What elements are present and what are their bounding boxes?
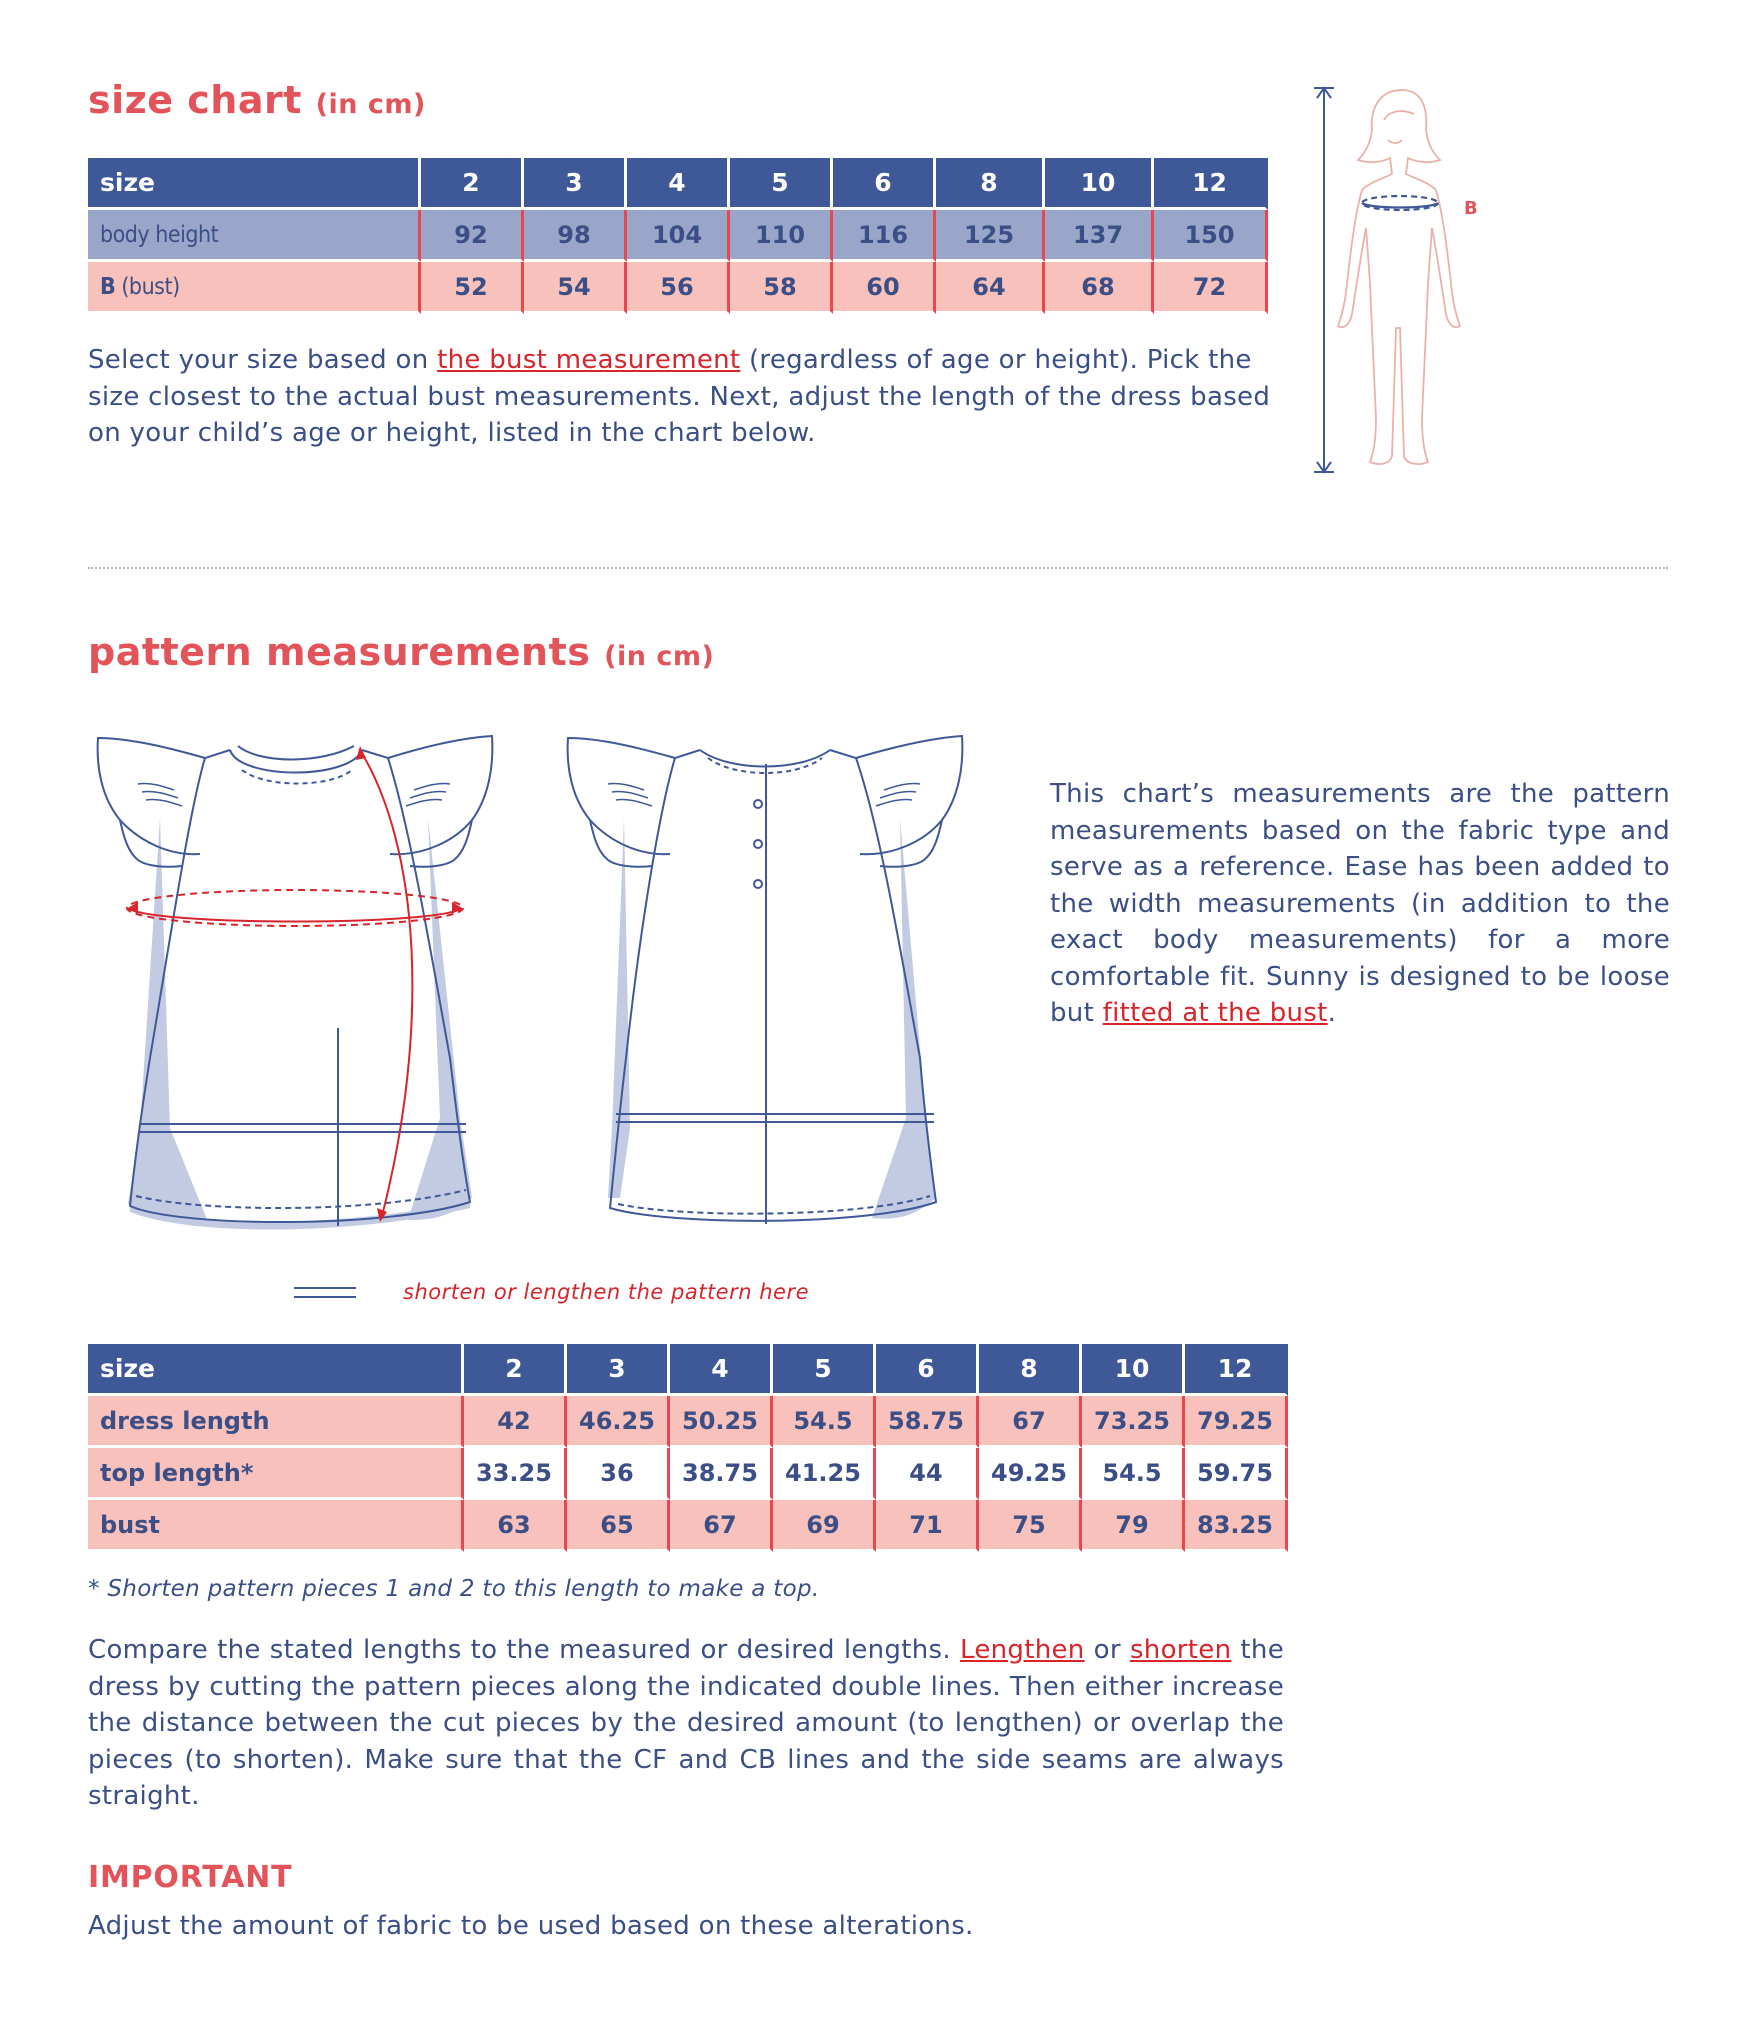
- table-cell: 83.25: [1185, 1500, 1288, 1552]
- pattern-measurements-title: [88, 630, 714, 674]
- table-cell: 69: [773, 1500, 876, 1552]
- shorten-link[interactable]: shorten: [1129, 1635, 1232, 1665]
- back-garment-illustration: [560, 728, 980, 1248]
- table-row: [88, 1396, 1288, 1448]
- size-header-label: size: [88, 158, 421, 210]
- table-row: [88, 210, 1268, 262]
- size-chart-table: [88, 158, 1268, 314]
- table-cell: 73.25: [1082, 1396, 1185, 1448]
- table-cell: 59.75: [1185, 1448, 1288, 1500]
- table-cell: 54.5: [773, 1396, 876, 1448]
- size-header-cell: 2: [464, 1344, 567, 1396]
- table-cell: 38.75: [670, 1448, 773, 1500]
- row-label-top-length: top length*: [88, 1448, 464, 1500]
- side-text: This chart’s measurements are the pattern measurements based on the fabric type and serve as a reference. Ease has been added to the width measurements (in addition to the exact body measurements) for a more comfortable fit. Sunny is designed to be loose but: [1050, 779, 1670, 1028]
- fitted-at-bust-link[interactable]: fitted at the bust: [1102, 998, 1328, 1028]
- size-chart-title-text: size chart: [88, 78, 302, 122]
- table-cell: 54.5: [1082, 1448, 1185, 1500]
- row-label-dress-length: dress length: [88, 1396, 464, 1448]
- size-header-cell: 12: [1185, 1344, 1288, 1396]
- table-cell: 79: [1082, 1500, 1185, 1552]
- size-chart-unit: (in cm): [315, 89, 426, 120]
- table-cell: 46.25: [567, 1396, 670, 1448]
- row-label-bust: [88, 262, 421, 314]
- table-cell: 50.25: [670, 1396, 773, 1448]
- table-cell: 52: [421, 262, 524, 314]
- size-header-cell: 8: [936, 158, 1045, 210]
- size-header-cell: 4: [627, 158, 730, 210]
- important-text: Adjust the amount of fabric to be used based on these alterations.: [88, 1911, 974, 1941]
- size-header-cell: 12: [1154, 158, 1268, 210]
- table-cell: 98: [524, 210, 627, 262]
- table-cell: 58.75: [876, 1396, 979, 1448]
- bust-label: B: [1464, 198, 1478, 219]
- table-cell: 75: [979, 1500, 1082, 1552]
- size-header-cell: 6: [833, 158, 936, 210]
- table-cell: 36: [567, 1448, 670, 1500]
- child-figure-illustration: [1300, 78, 1500, 484]
- row-label-body-height: [88, 210, 421, 262]
- table-cell: 67: [979, 1396, 1082, 1448]
- note-text: (regardless of age or height). Pick the size closest to the actual bust measurements. Next, adjust the length of the dress based on your child’s age or height, listed in the chart below.: [88, 345, 1271, 448]
- table-cell: 92: [421, 210, 524, 262]
- front-garment-illustration: [90, 728, 510, 1248]
- pattern-header-row: [88, 1344, 1288, 1396]
- size-header-cell: 10: [1082, 1344, 1185, 1396]
- compare-text: or: [1084, 1635, 1130, 1665]
- bust-measurement-link[interactable]: the bust measurement: [437, 345, 741, 375]
- table-cell: 137: [1045, 210, 1154, 262]
- table-cell: 104: [627, 210, 730, 262]
- size-header-cell: 3: [567, 1344, 670, 1396]
- shorten-lengthen-line-icon: [292, 1282, 358, 1304]
- section-divider: [88, 567, 1668, 569]
- size-header-cell: 3: [524, 158, 627, 210]
- row-label-rest: body height: [100, 221, 219, 248]
- row-label-bust: bust: [88, 1500, 464, 1552]
- table-cell: 54: [524, 262, 627, 314]
- important-heading: IMPORTANT: [88, 1860, 293, 1895]
- table-cell: 67: [670, 1500, 773, 1552]
- row-label-bold: B: [100, 273, 116, 300]
- table-cell: 58: [730, 262, 833, 314]
- legend-text: shorten or lengthen the pattern here: [403, 1280, 809, 1304]
- pattern-side-text: [1050, 776, 1670, 1032]
- size-header-cell: 5: [773, 1344, 876, 1396]
- table-cell: 68: [1045, 262, 1154, 314]
- table-row: [88, 1448, 1288, 1500]
- table-row: [88, 1500, 1288, 1552]
- table-cell: 42: [464, 1396, 567, 1448]
- table-cell: 65: [567, 1500, 670, 1552]
- size-chart-title: [88, 78, 426, 122]
- compare-text: the dress by cutting the pattern pieces along the indicated double lines. Then either increase the distance between the cut pieces by the desired amount (to lengthen) or overlap the pieces (to shorten). Make sure that the CF and CB lines and the side seams are always straight.: [88, 1635, 1285, 1811]
- pattern-title-text: pattern measurements: [88, 630, 591, 674]
- pattern-measurements-table: [88, 1344, 1288, 1552]
- table-cell: 116: [833, 210, 936, 262]
- table-cell: 150: [1154, 210, 1268, 262]
- table-row: [88, 262, 1268, 314]
- side-text: .: [1327, 998, 1337, 1028]
- compare-lengths-text: [88, 1632, 1284, 1815]
- table-cell: 56: [627, 262, 730, 314]
- size-header-cell: 10: [1045, 158, 1154, 210]
- table-cell: 63: [464, 1500, 567, 1552]
- size-header-cell: 5: [730, 158, 833, 210]
- table-cell: 110: [730, 210, 833, 262]
- top-length-footnote: * Shorten pattern pieces 1 and 2 to this length to make a top.: [88, 1576, 820, 1602]
- table-cell: 71: [876, 1500, 979, 1552]
- note-text: Select your size based on: [88, 345, 438, 375]
- table-cell: 41.25: [773, 1448, 876, 1500]
- table-cell: 72: [1154, 262, 1268, 314]
- size-chart-note: [88, 342, 1278, 452]
- size-header-cell: 8: [979, 1344, 1082, 1396]
- size-chart-header-row: [88, 158, 1268, 210]
- size-header-cell: 4: [670, 1344, 773, 1396]
- table-cell: 44: [876, 1448, 979, 1500]
- row-label-rest: (bust): [115, 273, 180, 300]
- table-cell: 60: [833, 262, 936, 314]
- table-cell: 125: [936, 210, 1045, 262]
- table-cell: 64: [936, 262, 1045, 314]
- compare-text: Compare the stated lengths to the measured or desired lengths.: [88, 1635, 961, 1665]
- pattern-unit: (in cm): [604, 641, 715, 672]
- lengthen-link[interactable]: Lengthen: [960, 1635, 1085, 1665]
- size-header-label: size: [88, 1344, 464, 1396]
- table-cell: 33.25: [464, 1448, 567, 1500]
- table-cell: 79.25: [1185, 1396, 1288, 1448]
- table-cell: 49.25: [979, 1448, 1082, 1500]
- size-header-cell: 2: [421, 158, 524, 210]
- size-header-cell: 6: [876, 1344, 979, 1396]
